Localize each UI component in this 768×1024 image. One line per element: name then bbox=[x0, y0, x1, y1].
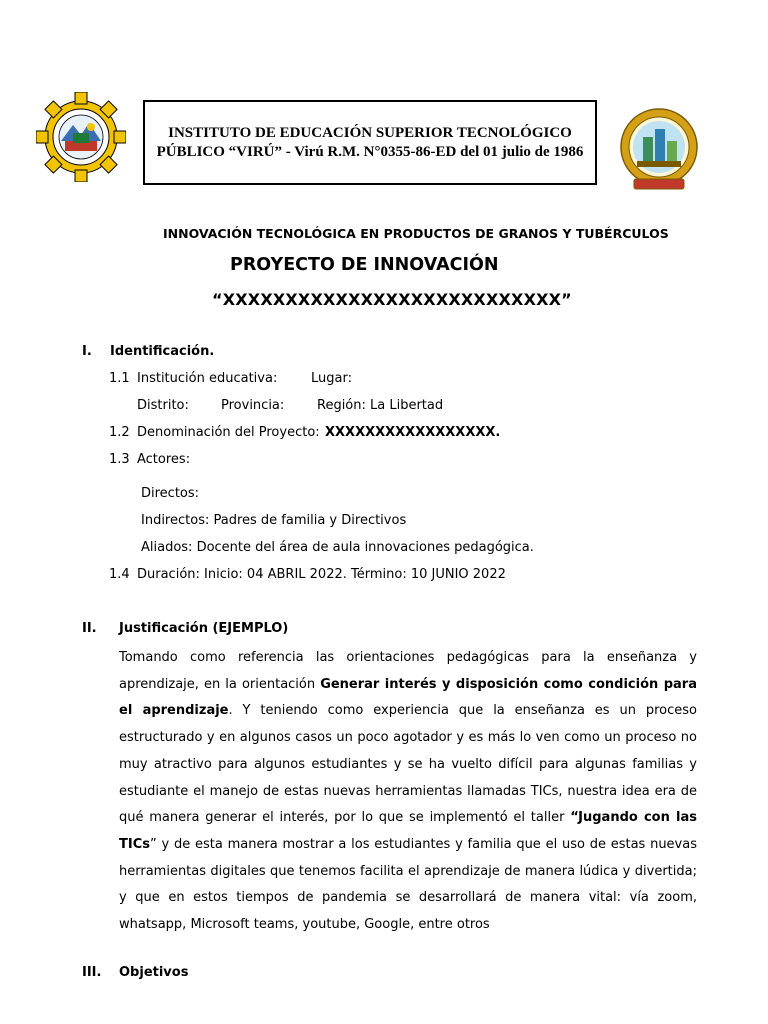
justification-emphasis-2: “Jugando con las TICs bbox=[119, 810, 697, 852]
institute-gear-logo bbox=[36, 92, 126, 182]
section-3-number: III. bbox=[82, 965, 102, 980]
province-label: Provincia: bbox=[221, 398, 285, 413]
item-1-2-value: XXXXXXXXXXXXXXXXX. bbox=[325, 425, 501, 440]
district-label: Distrito: bbox=[137, 398, 189, 413]
section-3-title: Objetivos bbox=[119, 965, 189, 980]
item-1-3-number: 1.3 bbox=[109, 452, 130, 467]
justification-emphasis-1: Generar interés y disposición como condición para el aprendizaje bbox=[119, 676, 697, 719]
actors-indirect: Indirectos: Padres de familia y Directivos bbox=[141, 513, 407, 528]
region-label: Región: La Libertad bbox=[317, 398, 444, 413]
institute-name-bold: PÚBLICO “VIRÚ” bbox=[156, 143, 283, 160]
item-1-3-label: Actores: bbox=[137, 452, 191, 467]
project-title: PROYECTO DE INNOVACIÓN bbox=[230, 255, 499, 275]
justification-text-3: ” y de esta manera mostrar a los estudiantes y familia que el uso de estas nuevas herramientas digitales que tenemos facilita el aprendizaje de manera lúdica y divertida; y que en estos tiempos de pandemia se desarrollará de manera vital: vía zoom, whatsapp, Microsoft teams, youtube, Google, entre otros bbox=[119, 836, 697, 933]
item-1-4-number: 1.4 bbox=[109, 567, 130, 582]
institute-name-line1: INSTITUTO DE EDUCACIÓN SUPERIOR TECNOLÓGICO bbox=[168, 124, 572, 141]
actors-direct: Directos: bbox=[141, 486, 200, 501]
actors-allies: Aliados: Docente del área de aula innovaciones pedagógica. bbox=[141, 540, 534, 555]
item-1-1-number: 1.1 bbox=[109, 371, 130, 386]
section-2-title: Justificación (EJEMPLO) bbox=[119, 621, 289, 636]
section-1-number: I. bbox=[82, 344, 92, 359]
item-1-1-place: Lugar: bbox=[311, 371, 352, 386]
course-title: INNOVACIÓN TECNOLÓGICA EN PRODUCTOS DE GRANOS Y TUBÉRCULOS bbox=[163, 226, 669, 241]
item-1-1-label: Institución educativa: bbox=[137, 371, 278, 386]
justification-text-2: . Y teniendo como experiencia que la enseñanza es un proceso estructurado y en algunos casos un poco agotador y es más lo ven como un proceso no muy atractivo para algunos estudiantes y se ha vuelto difícil para algunas familias y estudiante el manejo de estas nuevas herramientas llamadas TICs, nuestra idea era de qué manera generar el interés, por lo que se implementó el taller bbox=[119, 703, 697, 826]
institute-seal-logo bbox=[618, 105, 700, 193]
institute-resolution: - Virú R.M. N°0355-86-ED del 01 julio de 1986 bbox=[282, 143, 584, 160]
section-2-number: II. bbox=[82, 621, 97, 636]
institute-name-line2 bbox=[157, 143, 584, 162]
justification-paragraph bbox=[119, 645, 697, 939]
institute-header-box bbox=[143, 100, 597, 185]
project-name: “XXXXXXXXXXXXXXXXXXXXXXXXXXX” bbox=[212, 290, 572, 309]
item-1-4-duration: Duración: Inicio: 04 ABRIL 2022. Término: 10 JUNIO 2022 bbox=[137, 567, 506, 582]
item-1-2-number: 1.2 bbox=[109, 425, 130, 440]
section-1-title: Identificación. bbox=[110, 344, 215, 359]
item-1-2-label: Denominación del Proyecto: bbox=[137, 425, 320, 440]
justification-text-1: Tomando como referencia las orientaciones pedagógicas para la enseñanza y aprendizaje, en la orientación bbox=[119, 650, 697, 692]
